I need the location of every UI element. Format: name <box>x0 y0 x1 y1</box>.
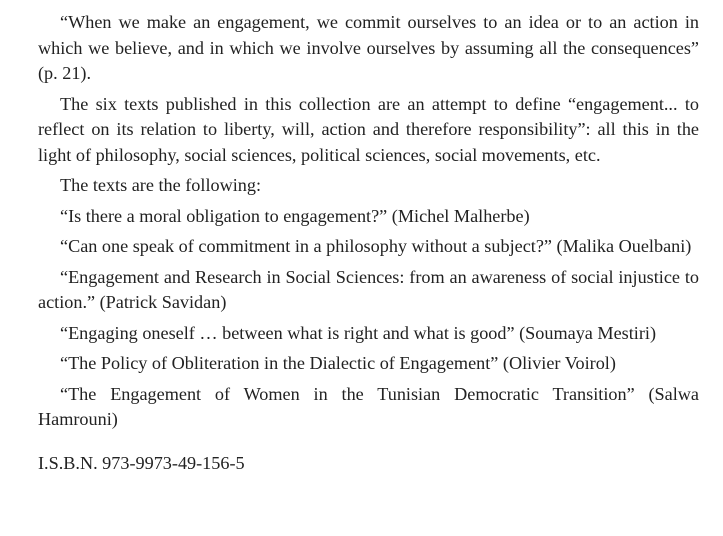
document-page <box>38 10 699 476</box>
text-entry-hamrouni: “The Engagement of Women in the Tunisian Democratic Transition” (Salwa Hamrouni) <box>38 383 699 429</box>
isbn-line: I.S.B.N. 973-9973-49-156-5 <box>38 452 245 473</box>
text-entry-savidan: “Engagement and Research in Social Sciences: from an awareness of social injustice to action.” (Patrick Savidan) <box>38 266 699 312</box>
quote-paragraph: “When we make an engagement, we commit ourselves to an idea or to an action in which we believe, and in which we involve ourselves by assuming all the consequences” (p. 21). <box>38 12 699 83</box>
description-paragraph: The six texts published in this collection are an attempt to define “engagement... to reflect on its relation to liberty, will, action and therefore responsibility”: all this in the light of philosophy, social sciences, political sciences, social movements, etc. <box>38 93 699 165</box>
text-entry-voirol: “The Policy of Obliteration in the Dialectic of Engagement” (Olivier Voirol) <box>60 353 616 373</box>
text-entry-ouelbani: “Can one speak of commitment in a philosophy without a subject?” (Malika Ouelbani) <box>60 236 692 256</box>
texts-intro: The texts are the following: <box>60 175 262 195</box>
text-entry-mestiri: “Engaging oneself … between what is right and what is good” (Soumaya Mestiri) <box>60 322 657 343</box>
text-entry-malherbe: “Is there a moral obligation to engagement?” (Michel Malherbe) <box>60 205 530 226</box>
